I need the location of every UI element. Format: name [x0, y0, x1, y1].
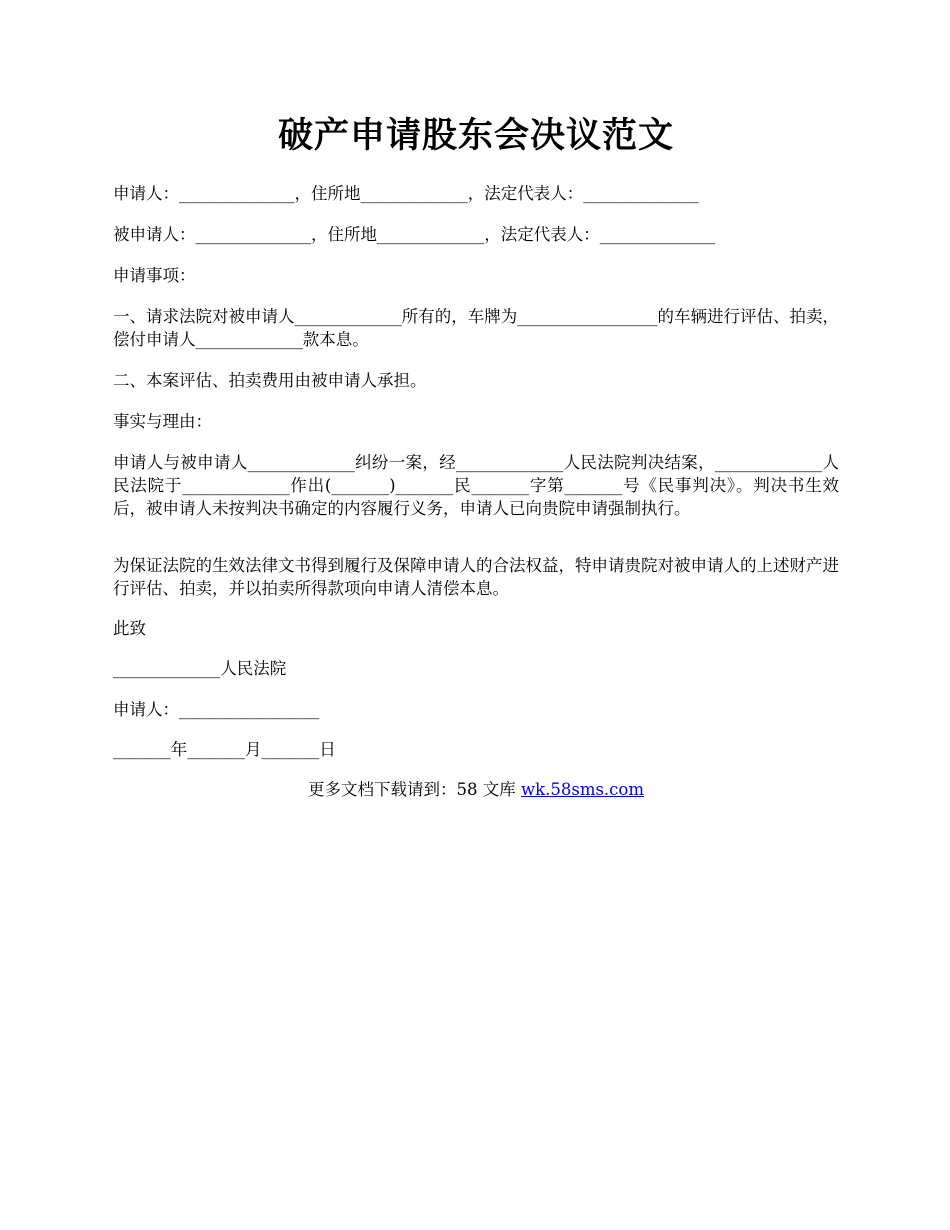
request-item-2: 二、本案评估、拍卖费用由被申请人承担。 — [113, 371, 427, 390]
facts-heading: 事实与理由： — [113, 412, 212, 431]
request-heading: 申请事项： — [113, 266, 196, 285]
document-title: 破产申请股东会决议范文 — [277, 115, 674, 156]
court-line: _____________人民法院 — [113, 659, 287, 678]
facts-paragraph: 申请人与被申请人_____________纠纷一案，经_____________人民法院判决结案，_____________人民法院于_____________作出(_______)_______民_______字第_______号《民事判决》。判决书生效后，被申请人未按判决书确定的内容履行义务，申请人已向贵院申请强制执行。 — [113, 453, 839, 518]
applicant-line: 申请人：______________，住所地_____________，法定代表人：______________ — [113, 184, 699, 203]
respondent-line: 被申请人：______________，住所地_____________，法定代表人：______________ — [113, 225, 716, 244]
footer-text: 更多文档下载请到：58 文库 — [307, 780, 521, 799]
salutation: 此致 — [113, 619, 146, 638]
date-line: _______年_______月_______日 — [113, 740, 336, 759]
request-item-1: 一、请求法院对被申请人_____________所有的，车牌为_________________的车辆进行评估、拍卖，偿付申请人_____________款本息。 — [113, 307, 839, 349]
purpose-paragraph: 为保证法院的生效法律文书得到履行及保障申请人的合法权益，特申请贵院对被申请人的上述财产进行评估、拍卖，并以拍卖所得款项向申请人清偿本息。 — [113, 556, 839, 598]
footer — [113, 778, 839, 801]
signature-line: 申请人：_________________ — [113, 700, 320, 719]
footer-link[interactable]: wk.58sms.com — [520, 780, 644, 799]
